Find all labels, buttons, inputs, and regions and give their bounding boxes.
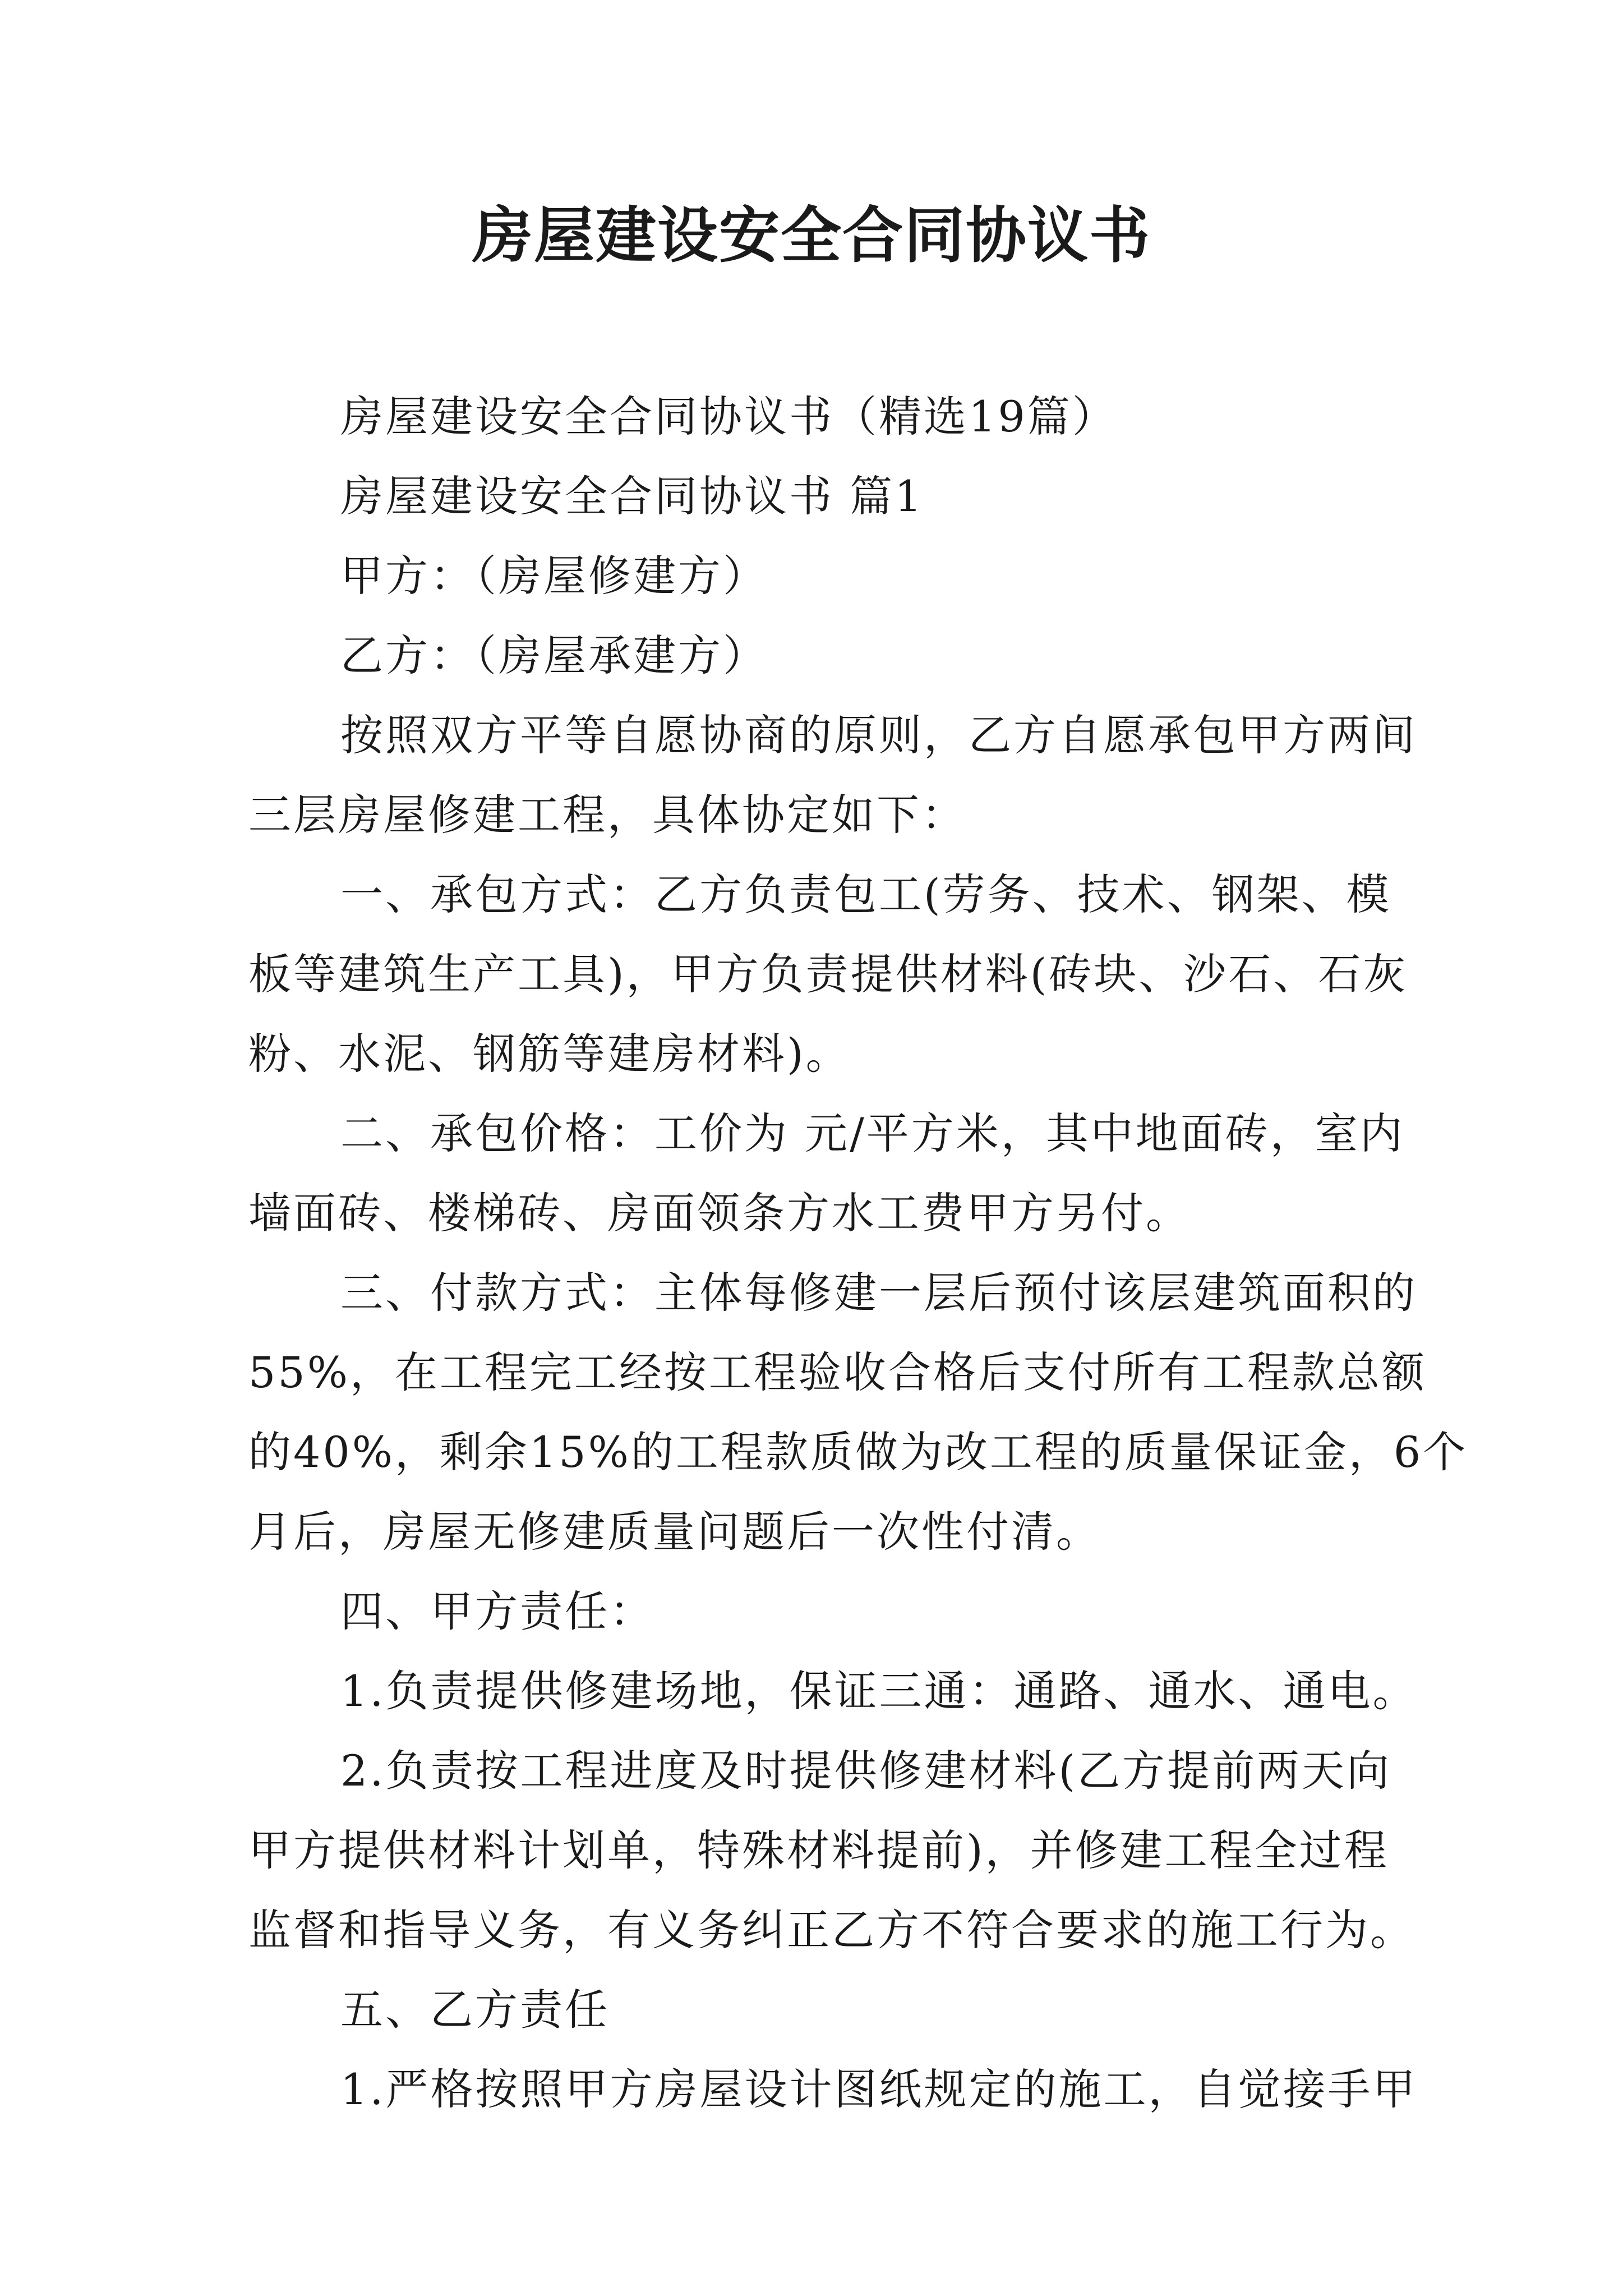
document-line: 的40%，剩余15%的工程款质做为改工程的质量保证金，6个	[248, 1427, 1468, 1477]
document-line: 板等建筑生产工具)，甲方负责提供材料(砖块、沙石、石灰	[248, 949, 1408, 999]
document-line: 二、承包价格：工价为 元/平方米，其中地面砖，室内	[340, 1108, 1405, 1158]
document-line: 四、甲方责任：	[340, 1586, 654, 1636]
document-line: 2.负责按工程进度及时提供修建材料(乙方提前两天向	[340, 1746, 1392, 1796]
document-line: 房屋建设安全合同协议书 篇1	[340, 471, 924, 521]
document-line: 55%，在工程完工经按工程验收合格后支付所有工程款总额	[248, 1347, 1427, 1397]
document-line: 房屋建设安全合同协议书（精选19篇）	[340, 392, 1117, 441]
document-line: 甲方提供材料计划单，特殊材料提前)，并修建工程全过程	[248, 1825, 1389, 1875]
document-line: 月后，房屋无修建质量问题后一次性付清。	[248, 1507, 1101, 1557]
document-line: 监督和指导义务，有义务纠正乙方不符合要求的施工行为。	[248, 1905, 1415, 1955]
document-title: 房屋建设安全合同协议书	[472, 200, 1151, 271]
document-line: 乙方：（房屋承建方）	[340, 631, 768, 680]
document-line: 一、承包方式：乙方负责包工(劳务、技术、钢架、模	[340, 869, 1391, 919]
document-body	[248, 377, 1468, 2129]
document-line: 墙面砖、楼梯砖、房面领条方水工费甲方另付。	[248, 1188, 1191, 1238]
document-line: 三、付款方式：主体每修建一层后预付该层建筑面积的	[340, 1268, 1417, 1318]
document-line: 五、乙方责任	[340, 1985, 610, 2035]
document-line: 按照双方平等自愿协商的原则，乙方自愿承包甲方两间	[340, 710, 1417, 760]
document-line: 三层房屋修建工程，具体协定如下：	[248, 790, 966, 840]
document-line: 甲方：（房屋修建方）	[340, 551, 768, 601]
document-line: 1.负责提供修建场地，保证三通：通路、通水、通电。	[340, 1666, 1418, 1716]
document-line: 粉、水泥、钢筋等建房材料)。	[248, 1029, 851, 1079]
document-line: 1.严格按照甲方房屋设计图纸规定的施工，自觉接手甲	[340, 2064, 1418, 2114]
